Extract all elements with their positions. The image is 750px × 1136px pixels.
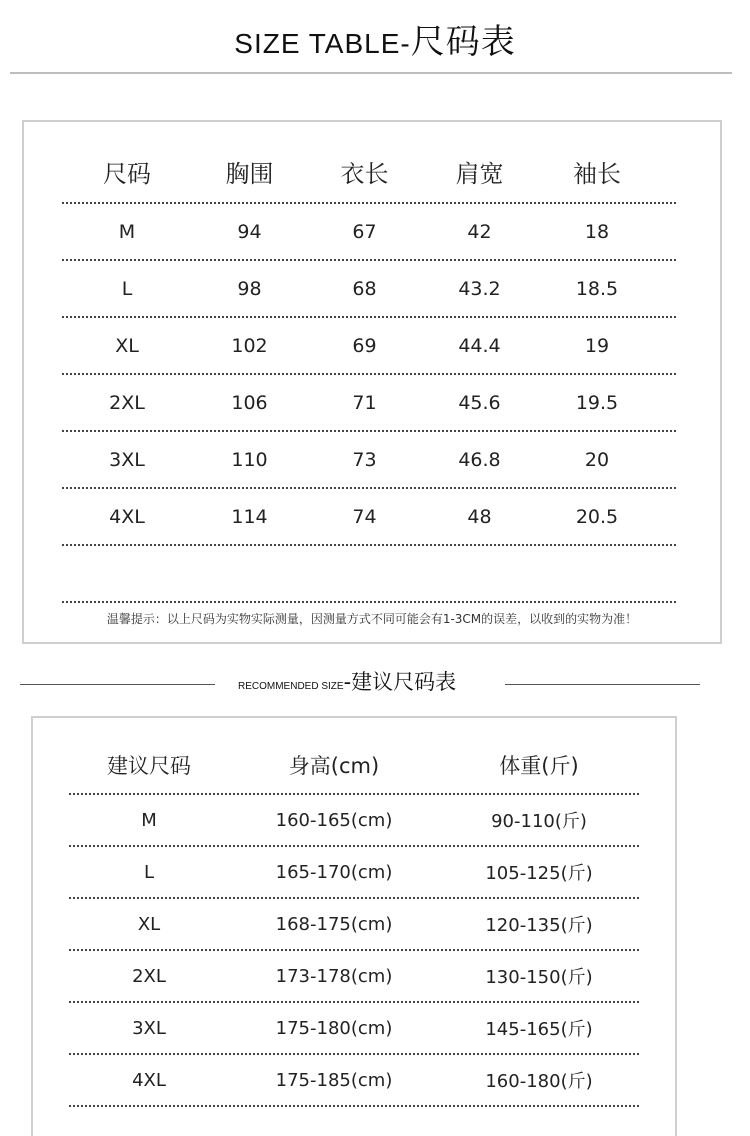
title-english: SIZE TABLE- (234, 28, 411, 59)
cell-size: 3XL (109, 448, 145, 471)
cell-sleeve: 18.5 (575, 277, 619, 300)
recommend-table-panel (31, 716, 677, 1136)
table-row (62, 261, 676, 318)
cell-height: 168-175(cm) (275, 913, 393, 935)
cell-size: M (141, 809, 157, 831)
cell-height: 175-180(cm) (275, 1017, 393, 1039)
table-row (62, 204, 676, 261)
cell-size: 3XL (132, 1017, 166, 1039)
cell-size: XL (115, 334, 139, 357)
cell-shoulder: 42 (467, 220, 492, 243)
cell-size: 2XL (109, 391, 145, 414)
size-table-header-row (62, 140, 676, 204)
table-row (69, 951, 639, 1003)
header-weight: 体重(斤) (499, 753, 579, 778)
cell-size: 2XL (132, 965, 166, 987)
cell-chest: 102 (231, 334, 268, 357)
cell-length: 67 (352, 220, 377, 243)
cell-shoulder: 46.8 (458, 448, 501, 471)
cell-size: 4XL (132, 1069, 166, 1091)
recommend-header-row (69, 736, 639, 795)
cell-length: 71 (352, 391, 377, 414)
cell-size: 4XL (109, 505, 145, 528)
table-row (69, 847, 639, 899)
cell-shoulder: 45.6 (458, 391, 501, 414)
title-divider (10, 72, 732, 74)
table-row (62, 318, 676, 375)
recommend-label-en: RECOMMENDED SIZE (238, 681, 344, 692)
cell-shoulder: 43.2 (458, 277, 501, 300)
cell-chest: 106 (231, 391, 268, 414)
cell-height: 173-178(cm) (275, 965, 393, 987)
table-row (69, 899, 639, 951)
header-length: 衣长 (340, 159, 389, 188)
cell-size: L (121, 277, 133, 300)
heading-rule-right (505, 684, 700, 685)
cell-height: 165-170(cm) (275, 861, 393, 883)
table-row (69, 1055, 639, 1107)
cell-chest: 110 (231, 448, 268, 471)
cell-weight: 145-165(斤) (485, 1019, 593, 1040)
cell-shoulder: 44.4 (458, 334, 501, 357)
table-row (69, 795, 639, 847)
cell-weight: 105-125(斤) (485, 863, 593, 884)
cell-weight: 160-180(斤) (485, 1071, 593, 1092)
cell-sleeve: 20.5 (575, 505, 619, 528)
cell-length: 68 (352, 277, 377, 300)
cell-size: M (118, 220, 136, 243)
cell-chest: 98 (237, 277, 262, 300)
table-row (69, 1003, 639, 1055)
heading-rule-left (20, 684, 215, 685)
cell-height: 175-185(cm) (275, 1069, 393, 1091)
header-chest: 胸围 (225, 159, 274, 188)
recommend-table (69, 736, 639, 1107)
cell-weight: 120-135(斤) (485, 915, 593, 936)
header-shoulder: 肩宽 (455, 159, 504, 188)
recommend-section-heading (0, 664, 750, 694)
cell-weight: 130-150(斤) (485, 967, 593, 988)
cell-size: L (143, 861, 155, 883)
cell-shoulder: 48 (467, 505, 492, 528)
page-title (0, 14, 750, 63)
header-sleeve: 袖长 (573, 159, 621, 188)
measurement-note: 温馨提示：以上尺码为实物实际测量，因测量方式不同可能会有1-3CM的误差，以收到的实物为准！ (106, 612, 638, 626)
cell-sleeve: 19 (584, 334, 610, 357)
header-recommended-size: 建议尺码 (107, 753, 191, 778)
recommend-label-cn: -建议尺码表 (343, 670, 457, 694)
cell-weight: 90-110(斤) (491, 811, 587, 832)
title-chinese: 尺码表 (410, 22, 516, 62)
blank-row (62, 546, 676, 603)
cell-sleeve: 19.5 (575, 391, 619, 414)
table-row (62, 489, 676, 546)
cell-sleeve: 20 (584, 448, 610, 471)
cell-size: XL (137, 913, 161, 935)
size-table-panel (22, 120, 722, 644)
table-row (62, 432, 676, 489)
cell-length: 73 (352, 448, 377, 471)
cell-chest: 114 (231, 505, 268, 528)
table-row (62, 375, 676, 432)
cell-chest: 94 (237, 220, 262, 243)
header-height: 身高(cm) (288, 753, 380, 778)
cell-height: 160-165(cm) (275, 809, 393, 831)
cell-length: 74 (352, 505, 377, 528)
size-table (62, 140, 676, 603)
cell-length: 69 (352, 334, 377, 357)
cell-sleeve: 18 (584, 220, 610, 243)
recommend-heading-text (238, 666, 456, 696)
header-size: 尺码 (103, 159, 151, 188)
